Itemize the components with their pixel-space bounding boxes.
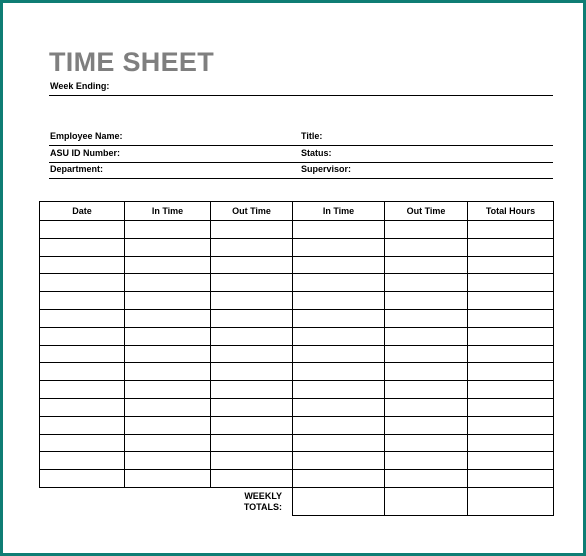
table-cell[interactable] — [293, 256, 385, 274]
table-cell[interactable] — [211, 221, 293, 239]
table-cell[interactable] — [468, 309, 554, 327]
table-cell[interactable] — [293, 309, 385, 327]
table-cell[interactable] — [211, 292, 293, 310]
table-cell[interactable] — [468, 274, 554, 292]
empty-cell — [40, 487, 125, 516]
table-cell[interactable] — [40, 470, 125, 488]
table-cell[interactable] — [40, 363, 125, 381]
table-cell[interactable] — [125, 256, 211, 274]
table-cell[interactable] — [211, 434, 293, 452]
timesheet-table — [39, 201, 554, 516]
table-cell[interactable] — [125, 345, 211, 363]
table-cell[interactable] — [211, 416, 293, 434]
table-cell[interactable] — [468, 327, 554, 345]
table-cell[interactable] — [293, 327, 385, 345]
table-cell[interactable] — [211, 256, 293, 274]
table-cell[interactable] — [385, 256, 468, 274]
table-cell[interactable] — [385, 345, 468, 363]
table-cell[interactable] — [125, 274, 211, 292]
header-cell: Out Time — [211, 202, 293, 221]
table-cell[interactable] — [40, 434, 125, 452]
department-line[interactable] — [49, 162, 301, 179]
table-row — [40, 292, 554, 310]
weekly-totals-row — [40, 487, 554, 516]
table-cell[interactable] — [211, 470, 293, 488]
table-row — [40, 327, 554, 345]
table-cell[interactable] — [125, 221, 211, 239]
table-cell[interactable] — [211, 363, 293, 381]
table-cell[interactable] — [293, 238, 385, 256]
table-cell[interactable] — [293, 434, 385, 452]
table-cell[interactable] — [468, 256, 554, 274]
table-cell[interactable] — [125, 434, 211, 452]
header-cell: Date — [40, 202, 125, 221]
table-row — [40, 416, 554, 434]
table-cell[interactable] — [40, 256, 125, 274]
table-row — [40, 452, 554, 470]
table-cell[interactable] — [40, 345, 125, 363]
table-cell[interactable] — [40, 221, 125, 239]
table-cell[interactable] — [385, 416, 468, 434]
table-cell[interactable] — [468, 221, 554, 239]
table-cell[interactable] — [468, 238, 554, 256]
table-cell[interactable] — [40, 309, 125, 327]
table-cell[interactable] — [293, 416, 385, 434]
table-cell[interactable] — [125, 292, 211, 310]
table-cell[interactable] — [125, 238, 211, 256]
table-row — [40, 238, 554, 256]
table-cell[interactable] — [211, 327, 293, 345]
table-cell[interactable] — [293, 381, 385, 399]
title-label: Title: — [301, 131, 323, 141]
table-cell[interactable] — [385, 238, 468, 256]
weekly-total-hours[interactable] — [468, 487, 554, 516]
header-cell: In Time — [293, 202, 385, 221]
table-row — [40, 363, 554, 381]
table-cell[interactable] — [468, 434, 554, 452]
table-cell[interactable] — [125, 381, 211, 399]
table-row — [40, 398, 554, 416]
table-cell[interactable] — [468, 381, 554, 399]
table-cell[interactable] — [211, 345, 293, 363]
weekly-label-line2: TOTALS: — [243, 501, 282, 512]
header-row — [40, 202, 554, 221]
table-cell[interactable] — [125, 363, 211, 381]
table-cell[interactable] — [293, 398, 385, 416]
table-cell[interactable] — [468, 345, 554, 363]
table-cell[interactable] — [40, 238, 125, 256]
table-cell[interactable] — [125, 452, 211, 470]
table-cell[interactable] — [385, 470, 468, 488]
table-cell[interactable] — [385, 221, 468, 239]
table-row — [40, 434, 554, 452]
weekly-total-in-time[interactable] — [293, 487, 385, 516]
table-cell[interactable] — [125, 470, 211, 488]
table-cell[interactable] — [211, 381, 293, 399]
table-cell[interactable] — [385, 292, 468, 310]
table-body — [40, 221, 554, 488]
table-cell[interactable] — [40, 274, 125, 292]
weekly-totals-label — [211, 487, 293, 516]
table-cell[interactable] — [211, 274, 293, 292]
table-cell[interactable] — [40, 416, 125, 434]
table-cell[interactable] — [385, 327, 468, 345]
table-cell[interactable] — [40, 327, 125, 345]
table-cell[interactable] — [125, 309, 211, 327]
supervisor-line[interactable] — [300, 162, 553, 179]
employee-name-label: Employee Name: — [50, 131, 123, 141]
header-cell: Total Hours — [468, 202, 554, 221]
status-label: Status: — [301, 148, 332, 158]
week-ending-label: Week Ending: — [50, 81, 110, 91]
week-ending-line[interactable] — [49, 79, 553, 96]
page-title: TIME SHEET — [49, 47, 215, 77]
table-cell[interactable] — [293, 345, 385, 363]
table-cell[interactable] — [293, 221, 385, 239]
table-cell[interactable] — [385, 274, 468, 292]
table-cell[interactable] — [468, 292, 554, 310]
table-cell[interactable] — [468, 452, 554, 470]
header-cell: Out Time — [385, 202, 468, 221]
table-cell[interactable] — [293, 452, 385, 470]
table-cell[interactable] — [40, 292, 125, 310]
table-cell[interactable] — [125, 398, 211, 416]
table-row — [40, 256, 554, 274]
table-cell[interactable] — [293, 292, 385, 310]
table-row — [40, 309, 554, 327]
table-cell[interactable] — [385, 452, 468, 470]
table-cell[interactable] — [211, 452, 293, 470]
table-cell[interactable] — [385, 309, 468, 327]
table-cell[interactable] — [293, 470, 385, 488]
table-row — [40, 470, 554, 488]
department-label: Department: — [50, 164, 104, 174]
table-cell[interactable] — [125, 416, 211, 434]
table-cell[interactable] — [385, 381, 468, 399]
table-cell[interactable] — [468, 470, 554, 488]
table-cell[interactable] — [468, 363, 554, 381]
table-cell[interactable] — [125, 327, 211, 345]
asu-id-line[interactable] — [49, 146, 301, 163]
table-cell[interactable] — [211, 398, 293, 416]
weekly-label-line1: WEEKLY — [244, 490, 282, 501]
table-row — [40, 345, 554, 363]
employee-name-line[interactable] — [49, 129, 301, 146]
table-cell[interactable] — [40, 452, 125, 470]
table-cell[interactable] — [211, 238, 293, 256]
table-cell[interactable] — [468, 398, 554, 416]
table-cell[interactable] — [385, 363, 468, 381]
table-cell[interactable] — [293, 363, 385, 381]
table-row — [40, 221, 554, 239]
table-cell[interactable] — [468, 416, 554, 434]
table-row — [40, 274, 554, 292]
table-row — [40, 381, 554, 399]
weekly-total-out-time[interactable] — [385, 487, 468, 516]
table-cell[interactable] — [40, 381, 125, 399]
table-cell[interactable] — [211, 309, 293, 327]
title-line[interactable] — [300, 129, 553, 146]
header-cell: In Time — [125, 202, 211, 221]
table-cell[interactable] — [293, 274, 385, 292]
empty-cell — [125, 487, 211, 516]
table-cell[interactable] — [385, 398, 468, 416]
table-cell[interactable] — [385, 434, 468, 452]
asu-id-label: ASU ID Number: — [50, 148, 121, 158]
status-line[interactable] — [300, 146, 553, 163]
supervisor-label: Supervisor: — [301, 164, 352, 174]
table-cell[interactable] — [40, 398, 125, 416]
